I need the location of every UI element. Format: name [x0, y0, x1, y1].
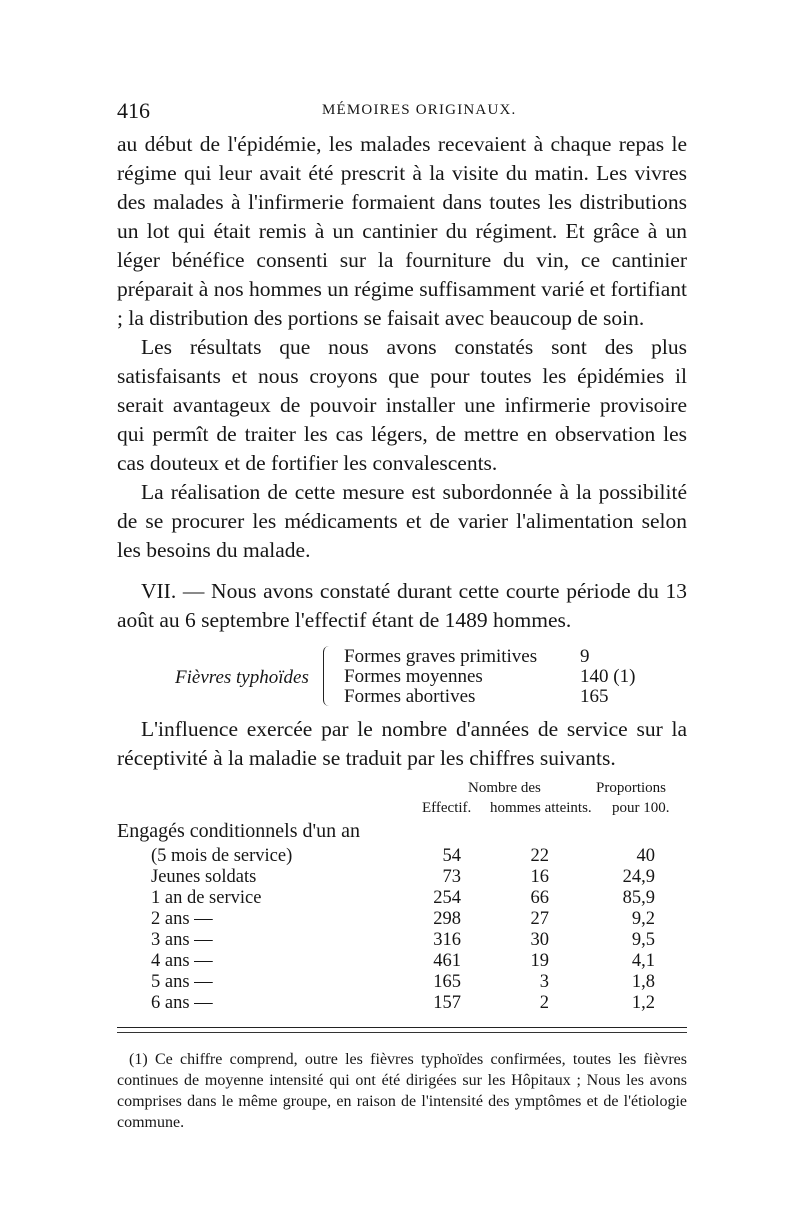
paragraph-3: La réalisation de cette mesure est subordonnée à la possibilité de se procurer les médicaments et de varier l'alimentation selon les besoins du malade. [117, 480, 687, 562]
table-row: 3 ans — 316 30 9,5 [151, 930, 655, 950]
table-row: 4 ans — 461 19 4,1 [151, 951, 655, 971]
running-title: MÉMOIRES ORIGINAUX. [322, 102, 517, 118]
table-row [117, 820, 687, 846]
footnote-rule [117, 1027, 687, 1028]
table-row: Jeunes soldats 73 16 24,9 [151, 867, 655, 887]
col-proportions: Proportions [596, 780, 667, 796]
group-label: Engagés conditionnels d'un an [117, 820, 360, 842]
paragraph-section-vii: VII. — Nous avons constaté durant cette courte période du 13 août au 6 septembre l'effectif étant de 1489 hommes. [117, 579, 687, 632]
table-row: 1 an de service 254 66 85,9 [151, 888, 655, 908]
service-years-table [117, 820, 687, 1014]
col-effectif: Effectif. [422, 800, 472, 816]
footnote-text: (1) Ce chiffre comprend, outre les fièvres typhoïdes confirmées, toutes les fièvres continues de moyenne intensité qui ont été dirigées sur les Hôpitaux ; Nous les avons comprises dans le même groupe, en raison de l'intensité des ymptômes et de l'étiologie commune. [117, 1051, 687, 1131]
paragraph-5: L'influence exercée par le nombre d'années de service sur la réceptivité à la maladie se traduit par les chiffres suivants. [117, 717, 687, 770]
paragraph-1: au début de l'épidémie, les malades recevaient à chaque repas le régime qui leur avait été prescrit à la visite du matin. Les vivres des malades à l'infirmerie formaient dans toutes les distributions un lot qui était remis à un cantinier du régiment. Et grâce à un léger bénéfice consenti sur la fourniture du vin, ce cantinier préparait à nos hommes un régime suffisamment varié et fortifiant ; la distribution des portions se faisait avec beaucoup de soin. [117, 132, 687, 330]
fevers-label: Fièvres typhoïdes [175, 667, 309, 688]
col-hommes: hommes atteints. [490, 800, 592, 816]
fever-row: Formes graves primitives 9 [344, 646, 590, 667]
table-row: (5 mois de service) 54 22 40 [151, 846, 655, 866]
table-row: 6 ans — 157 2 1,2 [151, 993, 655, 1013]
table-row: 2 ans — 298 27 9,2 [151, 909, 655, 929]
typhoid-forms-table [175, 646, 655, 708]
footnote [117, 1049, 687, 1133]
footnote-rule-thin [117, 1032, 687, 1033]
page-header [117, 98, 687, 128]
stats-column-headers [390, 780, 690, 824]
fever-row: Formes abortives 165 [344, 686, 609, 707]
table-row: 5 ans — 165 3 1,8 [151, 972, 655, 992]
col-nombre: Nombre des [468, 780, 541, 796]
paragraph-2: Les résultats que nous avons constatés sont des plus satisfaisants et nous croyons que pour toutes les épidémies il serait avantageux de pouvoir installer une infirmerie provisoire qui permît de traiter les cas légers, de mettre en observation les cas douteux et de fortifier les convalescents. [117, 335, 687, 475]
fever-row: Formes moyennes 140 (1) [344, 666, 636, 687]
col-pour: pour 100. [612, 800, 670, 816]
page-number: 416 [117, 98, 150, 123]
